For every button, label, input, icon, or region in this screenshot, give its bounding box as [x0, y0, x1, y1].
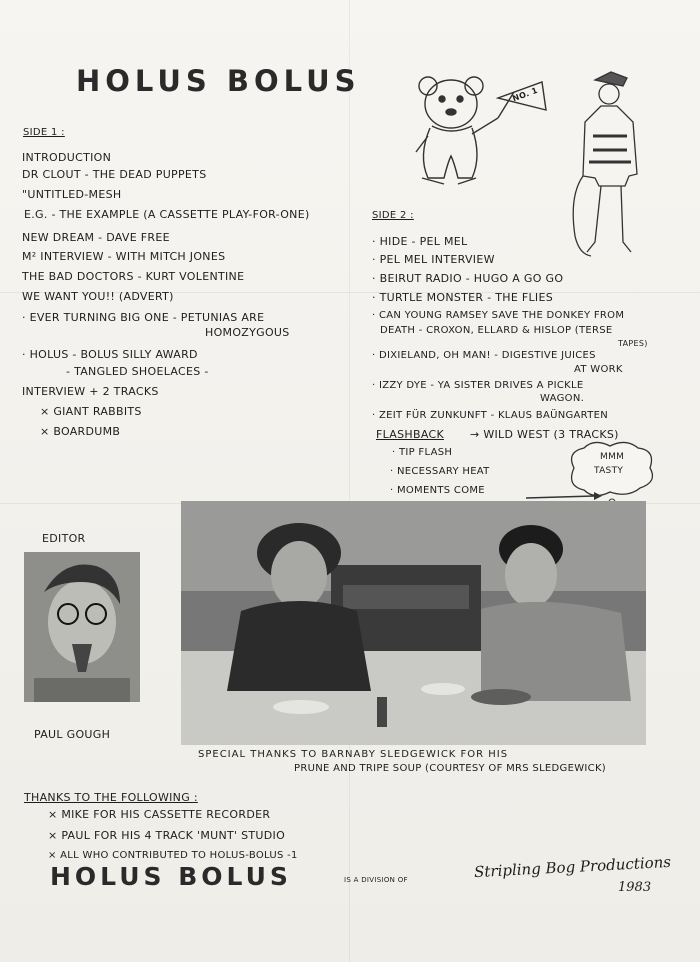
- side2-track: · ZEIT FÜR ZUNKUNFT - KLAUS BAÜNGARTEN: [372, 410, 609, 421]
- thought-bubble-text: TASTY: [594, 466, 624, 476]
- side1-track: × BOARDUMB: [40, 425, 121, 438]
- side1-track: DR CLOUT - THE DEAD PUPPETS: [22, 168, 207, 181]
- side1-track: - TANGLED SHOELACES -: [66, 365, 209, 378]
- fold-line: [349, 0, 350, 962]
- side2-track: · TURTLE MONSTER - THE FLIES: [372, 291, 554, 304]
- ringmaster-illustration: [565, 66, 655, 268]
- side1-track: · EVER TURNING BIG ONE - PETUNIAS ARE: [22, 311, 265, 324]
- side2-track-continued: WAGON.: [540, 393, 585, 404]
- side2-track: · DIXIELAND, OH MAN! - DIGESTIVE JUICES: [372, 350, 596, 361]
- editor-label: EDITOR: [42, 532, 86, 545]
- side2-track-continued: AT WORK: [574, 364, 623, 375]
- footer-title: HOLUS BOLUS: [50, 862, 292, 891]
- side1-track: E.G. - THE EXAMPLE (A CASSETTE PLAY-FOR-ONE): [24, 208, 310, 221]
- flashback-track: · TIP FLASH: [392, 447, 453, 458]
- flashback-track: · MOMENTS COME: [390, 485, 485, 496]
- side2-track: · IZZY DYE - YA SISTER DRIVES A PICKLE: [372, 380, 584, 391]
- thanks-item: × ALL WHO CONTRIBUTED TO HOLUS-BOLUS -1: [48, 850, 298, 861]
- page-title: HOLUS BOLUS: [76, 64, 361, 98]
- pennant-label: NO. 1: [511, 85, 539, 104]
- side1-track: WE WANT YOU!! (ADVERT): [22, 290, 174, 303]
- flashback-subtitle: → WILD WEST (3 TRACKS): [470, 428, 619, 441]
- side1-track-continued: HOMOZYGOUS: [205, 326, 290, 339]
- company-name: Stripling Bog Productions: [473, 852, 672, 882]
- side2-track: · CAN YOUNG RAMSEY SAVE THE DONKEY FROM: [372, 310, 625, 321]
- side1-track: INTERVIEW + 2 TRACKS: [22, 385, 159, 398]
- thought-bubble-text: MMM: [600, 452, 625, 462]
- side2-track: · PEL MEL INTERVIEW: [372, 253, 495, 266]
- year-text: 1983: [618, 880, 652, 895]
- photo-caption: PRUNE AND TRIPE SOUP (COURTESY OF MRS SLEDGEWICK): [294, 763, 606, 774]
- side1-track: THE BAD DOCTORS - KURT VOLENTINE: [22, 270, 245, 283]
- side1-heading: SIDE 1 :: [23, 127, 65, 138]
- division-text: IS A DIVISION OF: [344, 876, 408, 884]
- side2-track-continued: TAPES): [618, 339, 648, 348]
- flashback-label: FLASHBACK: [376, 428, 444, 441]
- side1-track: NEW DREAM - DAVE FREE: [22, 231, 170, 244]
- side2-track: · HIDE - PEL MEL: [372, 235, 468, 248]
- side2-track: · BEIRUT RADIO - HUGO A GO GO: [372, 272, 564, 285]
- thanks-item: × MIKE FOR HIS CASSETTE RECORDER: [48, 808, 271, 821]
- thanks-heading: THANKS TO THE FOLLOWING :: [24, 791, 198, 804]
- side1-track: · HOLUS - BOLUS SILLY AWARD: [22, 348, 198, 361]
- photo-caption: SPECIAL THANKS TO BARNABY SLEDGEWICK FOR HIS: [198, 749, 509, 760]
- thanks-item: × PAUL FOR HIS 4 TRACK 'MUNT' STUDIO: [48, 829, 286, 842]
- side1-track: "UNTITLED-MESH: [22, 188, 122, 201]
- side1-track: × GIANT RABBITS: [40, 405, 142, 418]
- side1-track: M² INTERVIEW - WITH MITCH JONES: [22, 250, 226, 263]
- side2-track-continued: DEATH - CROXON, ELLARD & HISLOP (TERSE: [380, 325, 613, 336]
- editor-name: PAUL GOUGH: [34, 728, 111, 741]
- side1-track: INTRODUCTION: [22, 151, 112, 164]
- side2-heading: SIDE 2 :: [372, 210, 414, 221]
- editor-photo: [24, 552, 140, 702]
- dinner-photo: [181, 501, 646, 745]
- flashback-track: · NECESSARY HEAT: [390, 466, 490, 477]
